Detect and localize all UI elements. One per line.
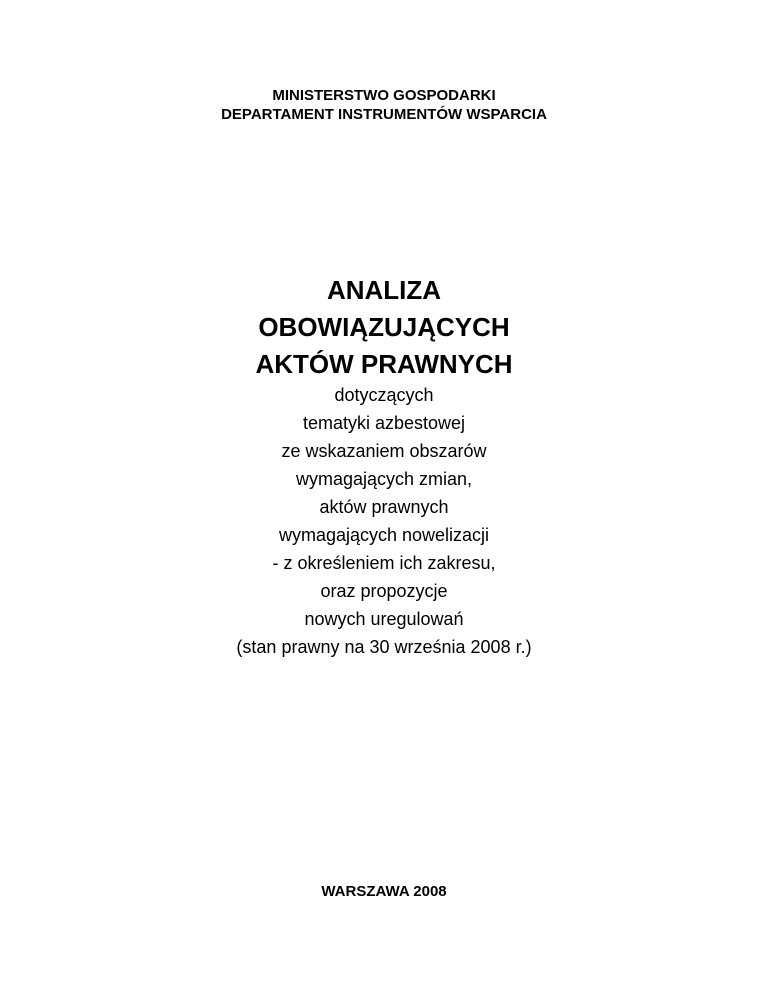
department-name: DEPARTAMENT INSTRUMENTÓW WSPARCIA — [221, 106, 547, 123]
title-line: ANALIZA — [326, 275, 442, 305]
title-line: AKTÓW PRAWNYCH — [255, 349, 513, 379]
subtitle-line: ze wskazaniem obszarów — [281, 441, 487, 461]
subtitle-line: - z określeniem ich zakresu, — [272, 553, 496, 573]
title-line: OBOWIĄZUJĄCYCH — [258, 312, 510, 342]
subtitle-line: oraz propozycje — [320, 581, 448, 601]
legal-status-date: (stan prawny na 30 września 2008 r.) — [236, 637, 532, 657]
document-subtitle — [0, 381, 768, 661]
subtitle-line: aktów prawnych — [319, 497, 449, 517]
place-and-year: WARSZAWA 2008 — [321, 883, 447, 900]
subtitle-line: wymagających nowelizacji — [278, 525, 490, 545]
subtitle-line: wymagających zmian, — [295, 469, 473, 489]
ministry-name: MINISTERSTWO GOSPODARKI — [272, 87, 496, 104]
subtitle-line: nowych uregulowań — [304, 609, 464, 629]
header-block — [0, 86, 768, 124]
subtitle-line: dotyczących — [334, 385, 434, 405]
document-title — [0, 272, 768, 383]
subtitle-line: tematyki azbestowej — [302, 413, 466, 433]
